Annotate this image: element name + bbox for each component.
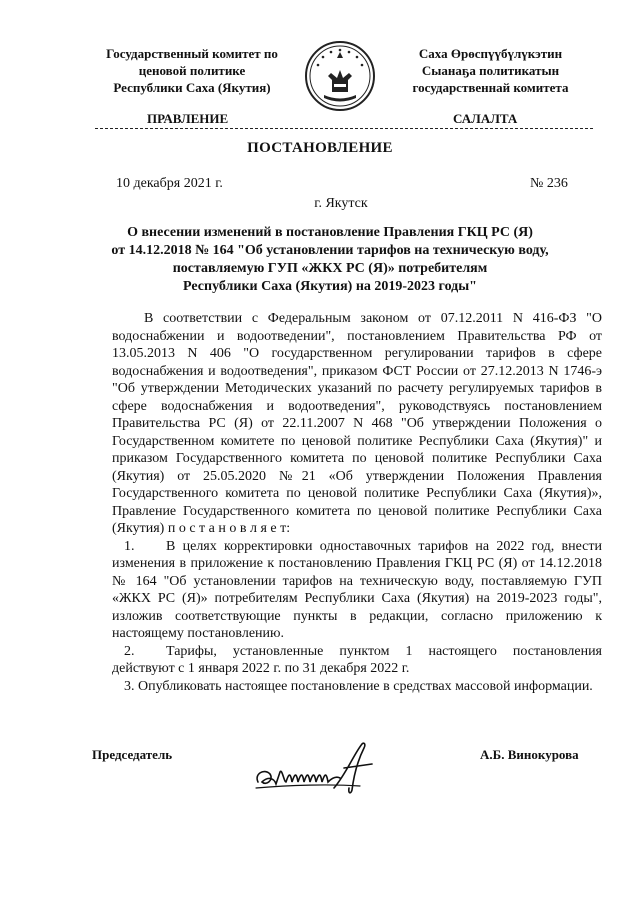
issuer-line: Государственный комитет по	[106, 46, 278, 61]
issuer-line: Саха Өрөспүүбүлүкэтин	[418, 46, 563, 61]
list-item-number: 1.	[124, 538, 135, 554]
signer-role: Председатель	[92, 747, 173, 762]
header-divider	[95, 128, 593, 129]
list-item	[112, 643, 602, 678]
title-line: от 14.12.2018 № 164 "Об установлении тарифов на техническую воду,	[111, 243, 549, 258]
list-item	[112, 678, 602, 696]
title-line: О внесении изменений в постановление Правления ГКЦ РС (Я)	[127, 225, 533, 240]
document-type: ПОСТАНОВЛЕНИЕ	[247, 140, 393, 156]
issuer-line: ценовой политике	[138, 63, 246, 78]
resolves-text: п о с т а н о в л я е т:	[167, 521, 291, 536]
preamble-paragraph	[112, 310, 602, 538]
board-label-yakut: САЛАЛТА	[453, 111, 518, 126]
issuer-line: Республики Саха (Якутия)	[113, 80, 271, 95]
document-title	[80, 224, 580, 296]
issuer-line: государственнай комитета	[412, 80, 569, 95]
list-item-number: 2.	[124, 643, 135, 659]
issuer-name-yakut	[388, 45, 593, 96]
document-date: 10 декабря 2021 г.	[116, 176, 223, 191]
preamble-text: В соответствии с Федеральным законом от 07.12.2011 N 416-ФЗ "О водоснабжении и водоотведении", постановлением Правительства РФ от 13.05.2013 N 406 "О государственном регулировании тарифов в сфере водоснабжения и водоотведения", приказом ФСТ России от 27.12.2013 N 1746-э "Об утверждении Методических указаний по расчету регулируемых тарифов в сфере водоснабжения и водоотведения", руководствуясь постановлением Правительства РС (Я) от 22.11.2007 N 468 "Об утверждении Положения о Государственном комитете по ценовой политике Республики Саха (Якутия)" и приказом Государственного комитета по ценовой политике Республики Саха (Якутия) от 25.05.2020 №21 «Об утверждении Положения Правления Государственного комитета по ценовой политике Республики Саха (Якутия)», Правление Государственного комитета по ценовой политике Республики Саха (Якутия)	[112, 311, 602, 536]
document-body	[112, 310, 602, 695]
list-item-text: В целях корректировки одноставочных тарифов на 2022 год, внести изменения в приложение к постановлению Правления ГКЦ РС (Я) от 14.12.2018 № 164 "Об установлении тарифов на техническую воду, поставляемую ГУП «ЖКХ РС (Я)» потребителям Республики Саха (Якутия) на 2019-2023 годы", изложив соответствующие пункты в редакции, согласно приложению к настоящему постановлению.	[112, 538, 602, 641]
coat-of-arms-icon	[304, 40, 376, 112]
list-item-text: Опубликовать настоящее постановление в средствах массовой информации.	[138, 678, 593, 694]
handwritten-signature	[250, 738, 390, 798]
issuer-name-russian	[82, 45, 302, 96]
board-label-russian: ПРАВЛЕНИЕ	[147, 111, 229, 126]
list-item	[112, 538, 602, 643]
issuer-line: Сыанаҕа политикатын	[421, 63, 560, 78]
list-item-number: 3.	[124, 678, 135, 694]
document-city: г. Якутск	[314, 196, 368, 211]
document-number: № 236	[530, 176, 568, 191]
signer-name: А.Б. Винокурова	[480, 747, 579, 762]
list-item-text: Тарифы, установленные пунктом 1 настоящего постановления действуют с 1 января 2022 г. по 31 декабря 2022 г.	[112, 643, 602, 676]
title-line: Республики Саха (Якутия) на 2019-2023 годы"	[183, 279, 477, 294]
title-line: поставляемую ГУП «ЖКХ РС (Я)» потребителям	[172, 261, 488, 276]
